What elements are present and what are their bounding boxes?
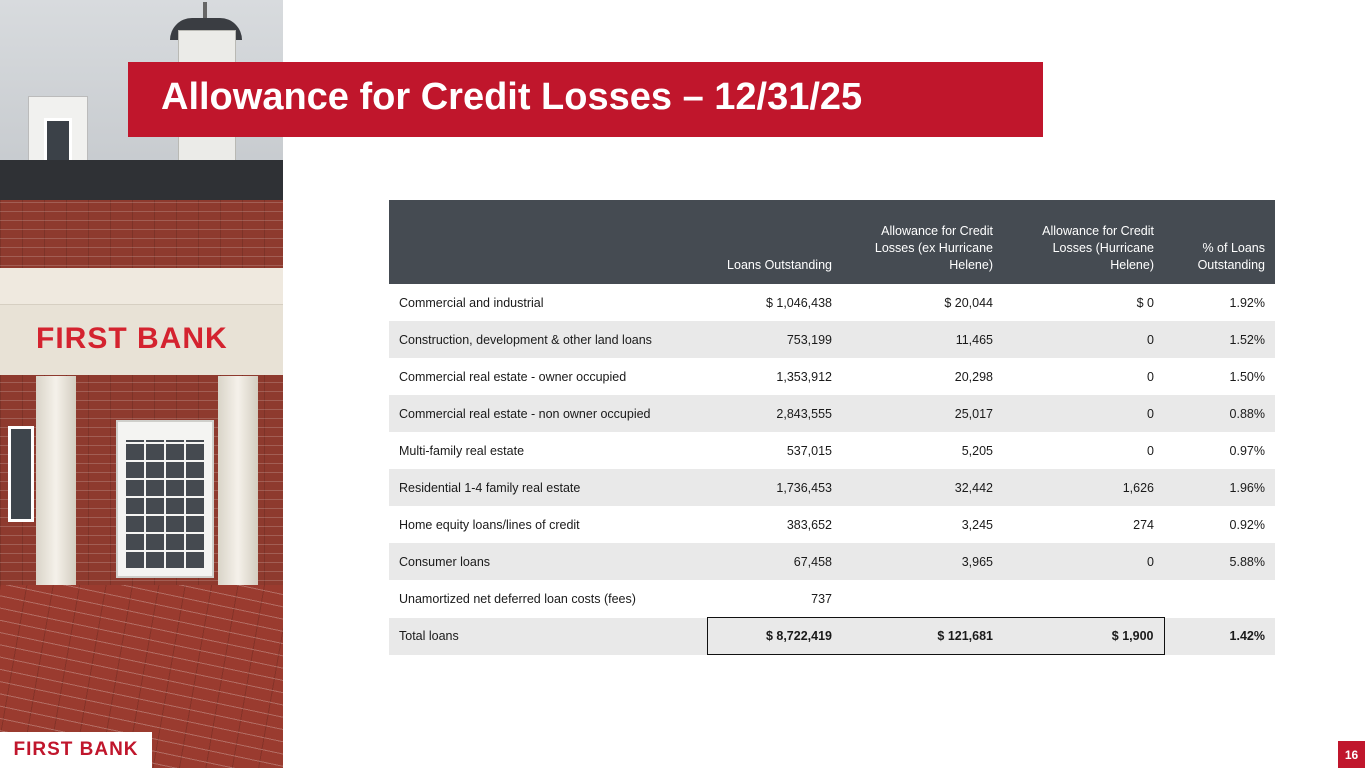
row-label: Home equity loans/lines of credit	[399, 517, 580, 532]
cell-value: 1.50%	[1229, 369, 1265, 384]
row-label: Residential 1-4 family real estate	[389, 469, 707, 506]
table-row	[389, 321, 1275, 358]
cell-value: 0	[1147, 369, 1154, 384]
cell-value: 0	[1003, 395, 1164, 432]
cell-value: 1,353,912	[776, 369, 832, 384]
cell-value: 32,442	[842, 469, 1003, 506]
cell-value: $ 0	[1136, 295, 1154, 310]
total-label: Total loans	[389, 618, 707, 655]
table-total-row	[389, 618, 1275, 655]
total-acl-ex-helene: $ 121,681	[842, 618, 1003, 655]
table-row	[389, 469, 1275, 506]
cell-value: 0	[1003, 321, 1164, 358]
cell-value: $ 20,044	[944, 295, 993, 310]
cell-value: 25,017	[842, 395, 1003, 432]
column-header-acl-helene: Allowance for Credit Losses (Hurricane Helene)	[1003, 200, 1164, 284]
cell-value: 0.88%	[1164, 395, 1275, 432]
table-row	[389, 432, 1275, 469]
column-header-loans-outstanding: Loans Outstanding	[707, 200, 842, 284]
cell-value: 1,736,453	[707, 469, 842, 506]
table-row	[389, 580, 1275, 618]
cell-value	[1003, 580, 1164, 618]
cell-value: 20,298	[954, 369, 993, 384]
column-header-pct-loans: % of Loans Outstanding	[1164, 200, 1275, 284]
table-row	[389, 543, 1275, 580]
row-label: Commercial and industrial	[399, 295, 544, 310]
cell-value: 1.96%	[1164, 469, 1275, 506]
cell-value: 2,843,555	[707, 395, 842, 432]
cell-value: 1.92%	[1229, 295, 1265, 310]
cell-value: 1,626	[1003, 469, 1164, 506]
cell-value	[842, 580, 1003, 618]
cell-value: 3,245	[961, 517, 993, 532]
total-pct-loans: 1.42%	[1164, 618, 1275, 655]
footer-logo	[0, 732, 152, 768]
cell-value: 0.97%	[1229, 443, 1265, 458]
building-sign: FIRST BANK	[36, 322, 228, 355]
row-label: Consumer loans	[389, 543, 707, 580]
row-label: Multi-family real estate	[399, 443, 525, 458]
cell-value: 0.92%	[1229, 517, 1265, 532]
column-header-acl-ex-helene: Allowance for Credit Losses (ex Hurricane Helene)	[842, 200, 1003, 284]
table-row	[389, 506, 1275, 543]
cell-value: 3,965	[842, 543, 1003, 580]
row-label: Construction, development & other land loans	[389, 321, 707, 358]
total-loans-outstanding: $ 8,722,419	[707, 618, 842, 655]
cell-value: 383,652	[786, 517, 832, 532]
cell-value: $ 1,046,438	[765, 295, 832, 310]
page-number: 16	[1338, 741, 1365, 768]
cell-value: 0	[1003, 543, 1164, 580]
cell-value: 0	[1147, 443, 1154, 458]
footer-logo-text: FIRST BANK	[13, 739, 139, 760]
title-banner	[128, 62, 1043, 137]
cell-value: 753,199	[707, 321, 842, 358]
cell-value: 537,015	[786, 443, 832, 458]
cell-value: 67,458	[707, 543, 842, 580]
row-label: Commercial real estate - owner occupied	[399, 369, 627, 384]
cell-value: 11,465	[842, 321, 1003, 358]
cell-value: 274	[1133, 517, 1154, 532]
table-row	[389, 284, 1275, 321]
cell-value: 5,205	[961, 443, 993, 458]
cell-value: 737	[811, 591, 832, 606]
column-header	[389, 200, 707, 284]
table-row	[389, 358, 1275, 395]
row-label: Commercial real estate - non owner occupied	[389, 395, 707, 432]
table-header-row	[389, 200, 1275, 284]
cell-value	[1164, 580, 1275, 618]
page-title: Allowance for Credit Losses – 12/31/25	[161, 76, 863, 118]
total-acl-helene: $ 1,900	[1003, 618, 1164, 655]
table-row	[389, 395, 1275, 432]
allowance-table	[389, 200, 1275, 655]
cell-value: 1.52%	[1164, 321, 1275, 358]
cell-value: 5.88%	[1164, 543, 1275, 580]
row-label: Unamortized net deferred loan costs (fees)	[399, 591, 636, 606]
